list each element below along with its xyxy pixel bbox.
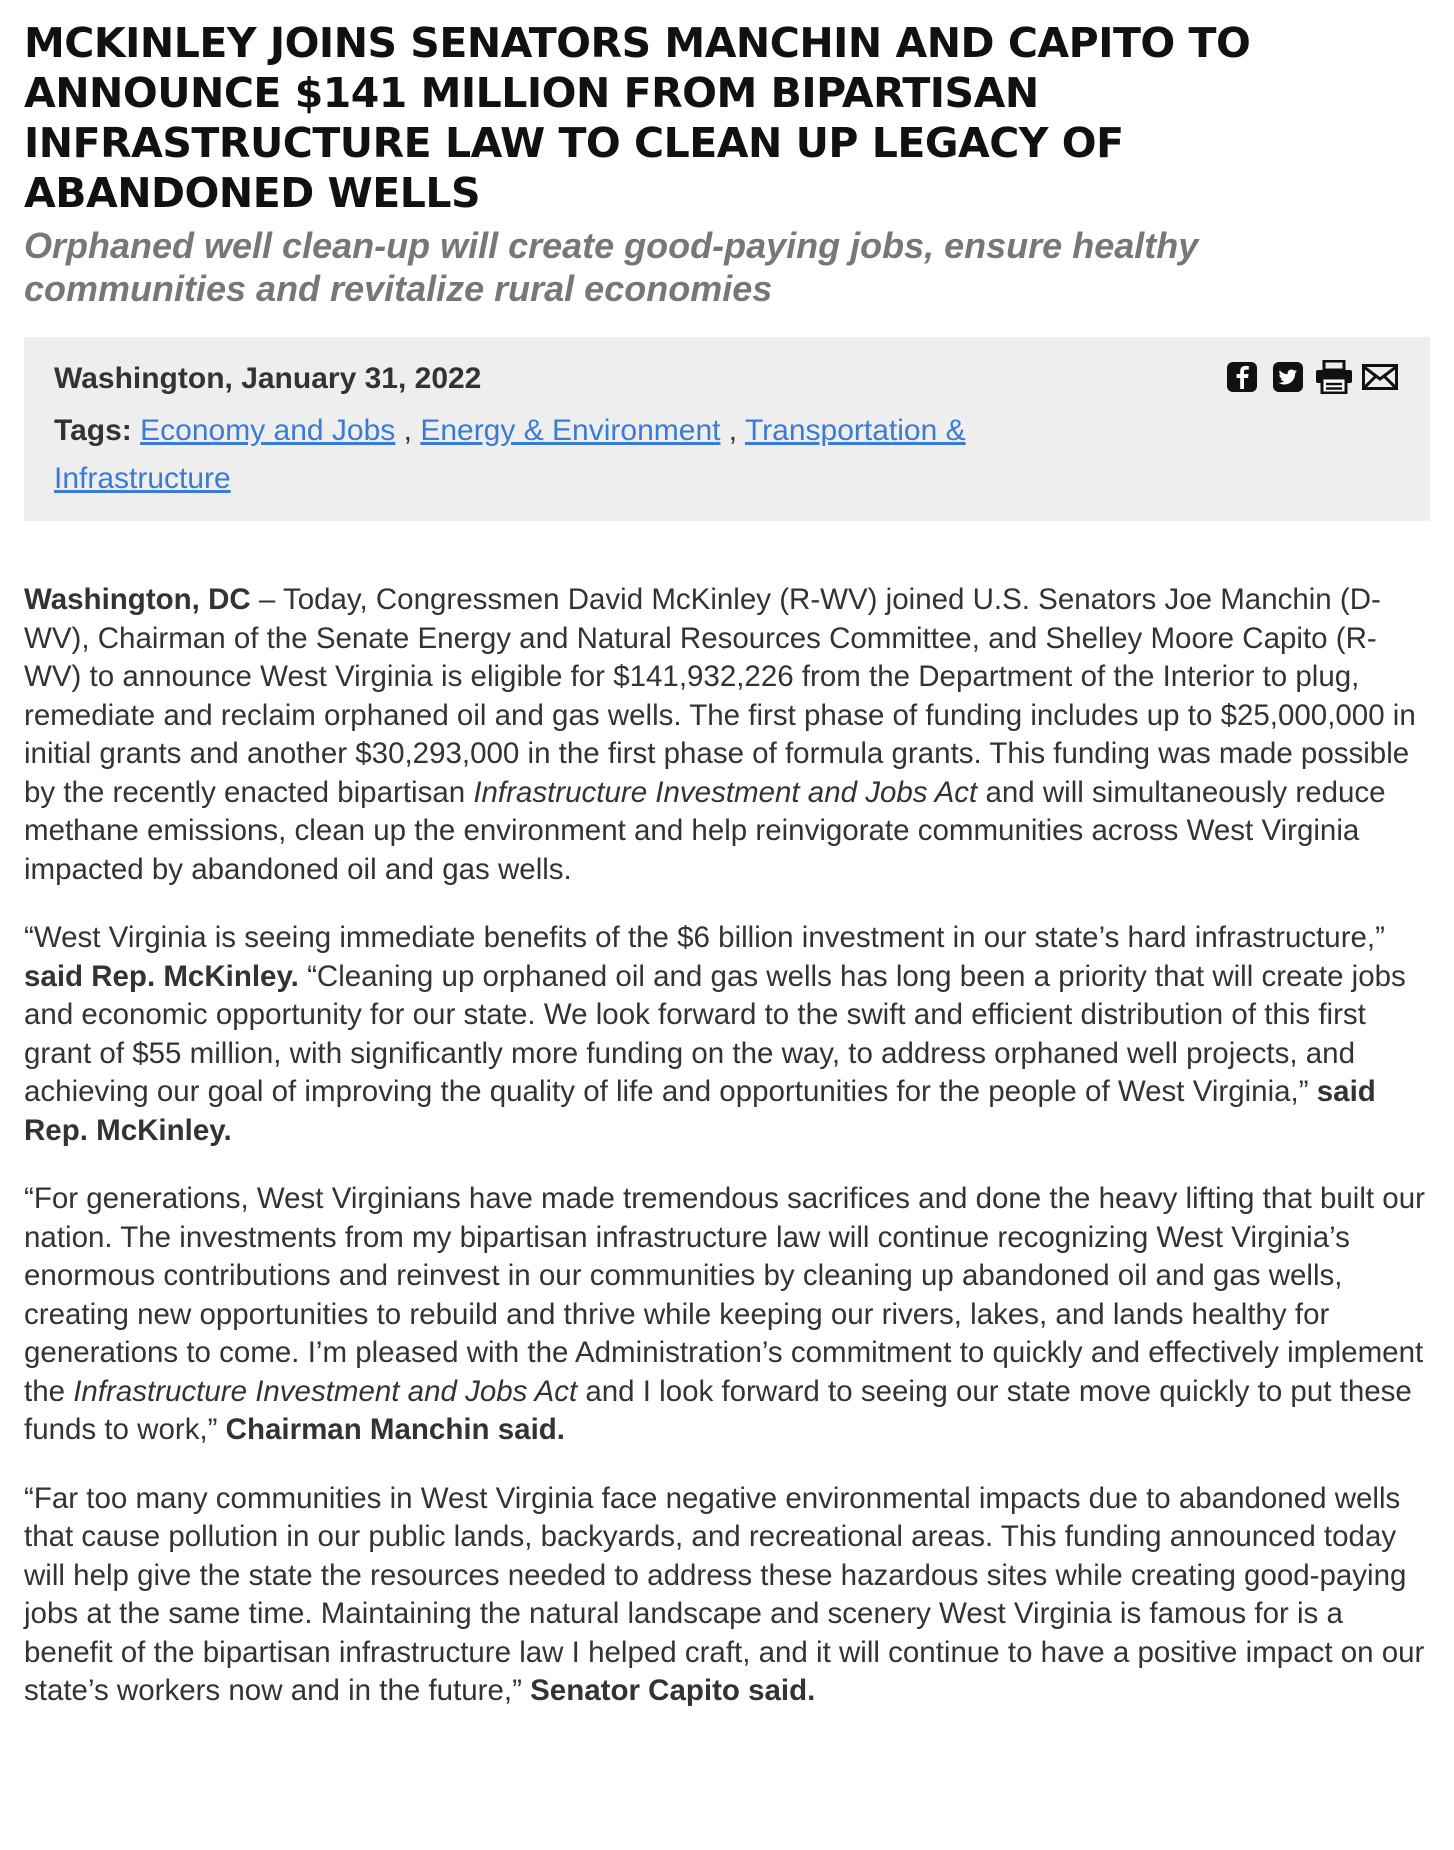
- speaker-attribution: Senator Capito said.: [530, 1674, 816, 1707]
- paragraph-2: [24, 919, 1434, 1150]
- meta-box: [24, 337, 1430, 521]
- paragraph-text: “Far too many communities in West Virginia face negative environmental impacts due to abandoned wells that cause pollution in our public lands, backyards, and recreational areas. This funding announced today will help give the state the resources needed to address these hazardous sites while creating good-paying jobs at the same time. Maintaining the natural landscape and scenery West Virginia is famous for is a benefit of the bipartisan infrastructure law I helped craft, and it will continue to have a positive impact on our state’s workers now and in the future,”: [24, 1481, 1425, 1707]
- paragraph-text: and will simultaneously reduce methane emissions, clean up the environment and help reinvigorate communities across West Virginia impacted by abandoned oil and gas wells.: [24, 775, 1386, 886]
- tags-label: Tags:: [54, 414, 132, 447]
- paragraph-3: [24, 1180, 1434, 1450]
- act-name: Infrastructure Investment and Jobs Act: [73, 1374, 578, 1408]
- speaker-attribution: Chairman Manchin said.: [225, 1413, 565, 1446]
- dateline: Washington, January 31, 2022: [54, 362, 482, 395]
- paragraph-text: “Cleaning up orphaned oil and gas wells has long been a priority that will create jobs and economic opportunity for our state. We look forward to the swift and efficient distribution of this first grant of $55 million, with significantly more funding on the way, to address orphaned well projects, and achieving our goal of improving the quality of life and opportunities for the people of West Virginia,”: [24, 959, 1406, 1108]
- tag-link-energy-environment[interactable]: Energy & Environment: [420, 414, 721, 447]
- tag-separator: ,: [720, 414, 745, 447]
- speaker-attribution: said Rep. McKinley.: [24, 959, 299, 993]
- paragraph-1: [24, 581, 1434, 889]
- tag-link-transportation-infrastructure[interactable]: Transportation & Infrastructure: [54, 414, 966, 495]
- page-subtitle: Orphaned well clean-up will create good-paying jobs, ensure healthy communities and revitalize rural economies: [24, 225, 1199, 309]
- paragraph-text: and I look forward to seeing our state move quickly to put these funds to work,”: [24, 1374, 1412, 1446]
- paragraph-text: – Today, Congressmen David McKinley (R-WV) joined U.S. Senators Joe Manchin (D-WV), Chairman of the Senate Energy and Natural Resources Committee, and Shelley Moore Capito (R-WV) to announce West Virginia is eligible for $141,932,226 from the Department of the Interior to plug, remediate and reclaim orphaned oil and gas wells. The first phase of funding includes up to $25,000,000 in initial grants and another $30,293,000 in the first phase of formula grants. This funding was made possible by the recently enacted bipartisan: [24, 583, 1416, 809]
- page-title: MCKINLEY JOINS SENATORS MANCHIN AND CAPITO TO ANNOUNCE $141 MILLION FROM BIPARTISAN INFRASTRUCTURE LAW TO CLEAN UP LEGACY OF ABANDONED WELLS: [24, 19, 1251, 217]
- paragraph-text: “West Virginia is seeing immediate benefits of the $6 billion investment in our state’s hard infrastructure,”: [24, 921, 1385, 954]
- paragraph-text: “For generations, West Virginians have made tremendous sacrifices and done the heavy lifting that built our nation. The investments from my bipartisan infrastructure law will continue recognizing West Virginia’s enormous contributions and reinvest in our communities by cleaning up abandoned oil and gas wells, creating new opportunities to rebuild and thrive while keeping our rivers, lakes, and lands healthy for generations to come. I’m pleased with the Administration’s commitment to quickly and effectively implement the: [24, 1182, 1425, 1408]
- speaker-attribution: said Rep. McKinley.: [24, 1075, 1376, 1147]
- email-icon[interactable]: [1360, 357, 1400, 397]
- paragraph-4: [24, 1480, 1434, 1711]
- share-toolbar: [1222, 357, 1400, 397]
- tags-line: [54, 407, 1064, 503]
- article-body: [24, 581, 1434, 1711]
- tag-separator: ,: [395, 414, 421, 447]
- tag-link-economy-and-jobs[interactable]: Economy and Jobs: [140, 414, 396, 447]
- print-icon[interactable]: [1314, 357, 1354, 397]
- act-name: Infrastructure Investment and Jobs Act: [473, 775, 978, 809]
- facebook-icon[interactable]: [1222, 357, 1262, 397]
- dateline-lead: Washington, DC: [24, 583, 251, 616]
- twitter-icon[interactable]: [1268, 357, 1308, 397]
